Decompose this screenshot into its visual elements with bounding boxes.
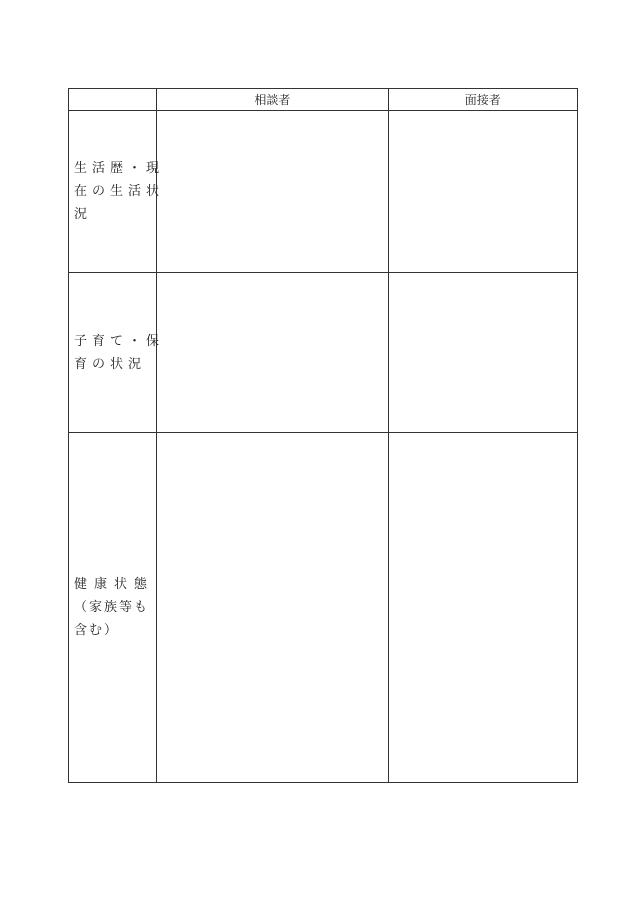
table-row-childcare — [69, 273, 578, 433]
interviewer-life-history-cell[interactable] — [388, 111, 577, 273]
row-label-childcare — [69, 273, 165, 433]
consultant-life-history-cell[interactable] — [157, 111, 388, 273]
corner-header-cell — [69, 89, 157, 111]
consultant-column-header: 相談者 — [157, 89, 388, 111]
row-label-line: 在の生活状 — [74, 184, 165, 199]
row-label-line: 健康状態 — [74, 577, 155, 592]
row-label-line: 含む） — [74, 623, 120, 638]
row-label-line: 子育て・保 — [74, 333, 165, 349]
consultant-health-cell[interactable] — [157, 433, 388, 783]
interviewer-health-cell[interactable] — [388, 433, 577, 783]
row-label-line: 生活歴・現 — [74, 161, 165, 176]
row-label-health — [69, 433, 157, 783]
row-label-line: （家族等も — [74, 600, 150, 615]
table-row-health — [69, 433, 578, 783]
interview-record-table — [68, 88, 578, 783]
consultant-childcare-cell[interactable] — [157, 273, 388, 433]
table-row-life-history — [69, 111, 578, 273]
interviewer-childcare-cell[interactable] — [388, 273, 577, 433]
header-row — [69, 89, 578, 111]
row-label-life-history — [69, 111, 165, 273]
interviewer-column-header: 面接者 — [388, 89, 577, 111]
row-label-line: 育の状況 — [74, 356, 147, 372]
row-label-line: 況 — [74, 207, 93, 222]
